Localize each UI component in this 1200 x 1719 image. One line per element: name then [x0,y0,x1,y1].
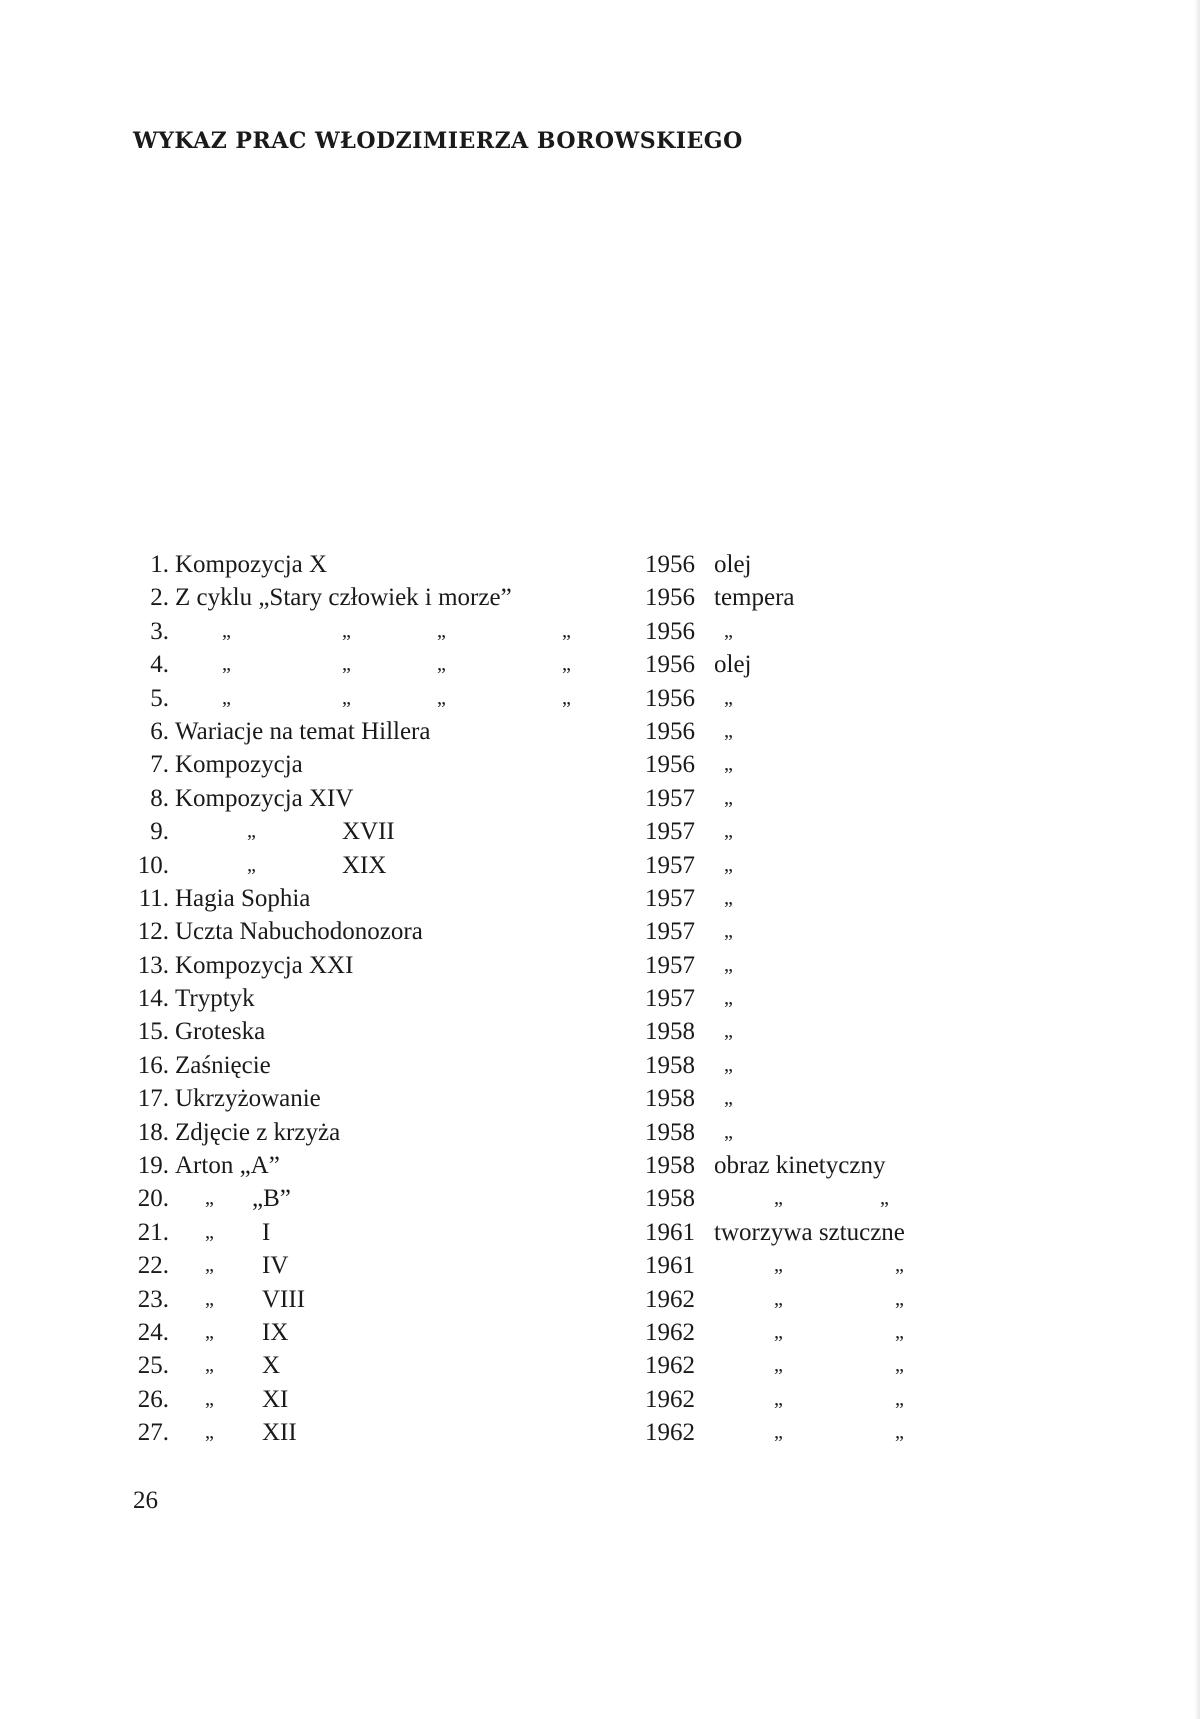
item-year: 1958 [645,1085,695,1113]
list-item [0,849,1200,882]
item-number: 11. [138,884,169,912]
ditto-mark: „ [774,1287,783,1310]
list-item [0,1149,1200,1182]
ditto-mark: „ [205,1354,214,1377]
ditto-mark: „ [724,786,733,809]
ditto-mark: „ [895,1320,904,1343]
ditto-mark: „ [205,1387,214,1410]
item-title-suffix: VIII [262,1285,306,1313]
item-number: 4. [150,651,169,679]
item-year: 1956 [645,717,695,745]
item-number: 8. [150,784,169,812]
item-number: 26. [137,1385,169,1413]
item-year: 1957 [645,985,695,1013]
list-item [0,1349,1200,1382]
item-number: 13. [137,951,169,979]
item-year: 1957 [645,951,695,979]
works-list [0,548,1200,1450]
item-number: 2. [150,584,169,612]
item-number: 22. [137,1252,169,1280]
ditto-mark: „ [774,1187,783,1210]
item-title: Groteska [175,1018,266,1046]
list-item [0,782,1200,815]
item-year: 1956 [645,551,695,578]
item-year: 1962 [645,1352,695,1380]
ditto-mark: „ [895,1254,904,1277]
ditto-mark: „ [724,1087,733,1110]
ditto-mark: „ [774,1320,783,1343]
ditto-mark: „ [437,653,446,676]
ditto-mark: „ [247,820,256,843]
ditto-mark: „ [247,853,256,876]
item-title: Zdjęcie z krzyża [175,1118,341,1146]
ditto-mark: „ [562,653,571,676]
ditto-mark: „ [222,686,231,709]
ditto-mark: „ [895,1421,904,1444]
item-year: 1956 [645,617,695,645]
ditto-mark: „ [205,1220,214,1243]
item-year: 1961 [645,1218,695,1246]
ditto-mark: „ [724,987,733,1010]
list-item [0,581,1200,614]
item-year: 1962 [645,1318,695,1346]
ditto-mark: „ [205,1421,214,1444]
list-item [0,1116,1200,1149]
page-number: 26 [133,1487,158,1514]
ditto-mark: „ [342,686,351,709]
item-technique: olej [714,651,752,679]
ditto-mark: „ [437,686,446,709]
list-item [0,1249,1200,1282]
item-title-suffix: X [262,1352,281,1380]
item-year: 1958 [645,1051,695,1079]
item-number: 15. [137,1018,169,1046]
item-title-suffix: XI [262,1385,289,1413]
ditto-mark: „ [774,1387,783,1410]
item-title: Tryptyk [175,985,255,1013]
list-item [0,715,1200,748]
list-item [0,1216,1200,1249]
item-year: 1957 [645,784,695,812]
list-item [0,815,1200,848]
ditto-mark: „ [342,653,351,676]
item-title: Z cyklu „Stary człowiek i morze” [175,584,512,612]
item-year: 1957 [645,851,695,879]
item-number: 16. [137,1051,169,1079]
item-title: Kompozycja XIV [175,784,354,812]
ditto-mark: „ [205,1320,214,1343]
list-item [0,682,1200,715]
ditto-mark: „ [724,719,733,742]
item-technique: tempera [714,584,795,612]
item-number: 18. [137,1118,169,1146]
item-year: 1956 [645,751,695,779]
ditto-mark: „ [880,1187,889,1210]
item-title: Kompozycja [175,751,303,779]
ditto-mark: „ [562,619,571,642]
item-number: 25. [137,1352,169,1380]
list-item [0,1049,1200,1082]
ditto-mark: „ [562,686,571,709]
item-year: 1956 [645,651,695,679]
item-year: 1962 [645,1285,695,1313]
ditto-mark: „ [205,1187,214,1210]
list-item [0,982,1200,1015]
item-year: 1958 [645,1185,695,1213]
item-title-suffix: XVII [342,818,395,846]
item-number: 9. [150,818,169,846]
item-number: 27. [137,1419,169,1447]
item-year: 1958 [645,1152,695,1180]
ditto-mark: „ [724,886,733,909]
item-year: 1957 [645,918,695,946]
list-item [0,648,1200,681]
item-number: 12. [137,918,169,946]
item-title: Uczta Nabuchodonozora [175,918,423,946]
ditto-mark: „ [222,619,231,642]
list-item [0,882,1200,915]
ditto-mark: „ [895,1354,904,1377]
ditto-mark: „ [724,753,733,776]
list-item [0,1182,1200,1215]
list-item [0,548,1200,581]
item-number: 5. [150,684,169,712]
ditto-mark: „ [724,1053,733,1076]
item-technique: olej [714,551,752,578]
item-year: 1956 [645,584,695,612]
item-number: 24. [137,1318,169,1346]
ditto-mark: „ [895,1387,904,1410]
ditto-mark: „ [724,953,733,976]
item-number: 3. [150,617,169,645]
item-number: 6. [150,717,169,745]
item-title: Wariacje na temat Hillera [175,717,431,745]
item-number: 19. [137,1152,169,1180]
item-title: Kompozycja XXI [175,951,354,979]
item-number: 21. [137,1218,169,1246]
item-year: 1956 [645,684,695,712]
ditto-mark: „ [437,619,446,642]
ditto-mark: „ [724,920,733,943]
list-item [0,1416,1200,1449]
item-number: 1. [150,551,169,578]
item-title: Zaśnięcie [175,1051,271,1079]
list-item [0,915,1200,948]
item-year: 1958 [645,1018,695,1046]
ditto-mark: „ [774,1354,783,1377]
list-item [0,1383,1200,1416]
item-title-suffix: XIX [342,851,387,879]
item-technique: tworzywa sztuczne [714,1218,905,1246]
item-number: 14. [137,985,169,1013]
ditto-mark: „ [895,1287,904,1310]
item-year: 1958 [645,1118,695,1146]
item-technique: obraz kinetyczny [714,1152,886,1180]
ditto-mark: „ [724,1120,733,1143]
item-title-suffix: XII [262,1419,297,1447]
ditto-mark: „ [724,619,733,642]
ditto-mark: „ [724,1020,733,1043]
list-item [0,1283,1200,1316]
ditto-mark: „ [724,853,733,876]
list-item [0,949,1200,982]
ditto-mark: „ [774,1421,783,1444]
item-title: Arton „A” [175,1152,280,1180]
list-item [0,1015,1200,1048]
item-number: 7. [150,751,169,779]
list-item [0,1082,1200,1115]
item-title: Hagia Sophia [175,884,311,912]
item-title-suffix: „B” [252,1185,291,1213]
ditto-mark: „ [724,820,733,843]
ditto-mark: „ [222,653,231,676]
item-number: 20. [137,1185,169,1213]
item-title: Ukrzyżowanie [175,1085,321,1113]
item-number: 23. [137,1285,169,1313]
ditto-mark: „ [724,686,733,709]
ditto-mark: „ [205,1287,214,1310]
item-year: 1957 [645,818,695,846]
list-item [0,1316,1200,1349]
item-title-suffix: IV [262,1252,289,1280]
item-title-suffix: I [262,1218,271,1246]
item-title-suffix: IX [262,1318,289,1346]
ditto-mark: „ [205,1254,214,1277]
ditto-mark: „ [342,619,351,642]
item-year: 1962 [645,1419,695,1447]
item-number: 10. [137,851,169,879]
list-item [0,748,1200,781]
item-year: 1961 [645,1252,695,1280]
list-item [0,615,1200,648]
item-year: 1957 [645,884,695,912]
item-year: 1962 [645,1385,695,1413]
item-number: 17. [137,1085,169,1113]
page-title: WYKAZ PRAC WŁODZIMIERZA BOROWSKIEGO [133,128,743,154]
ditto-mark: „ [774,1254,783,1277]
item-title: Kompozycja X [175,551,328,578]
